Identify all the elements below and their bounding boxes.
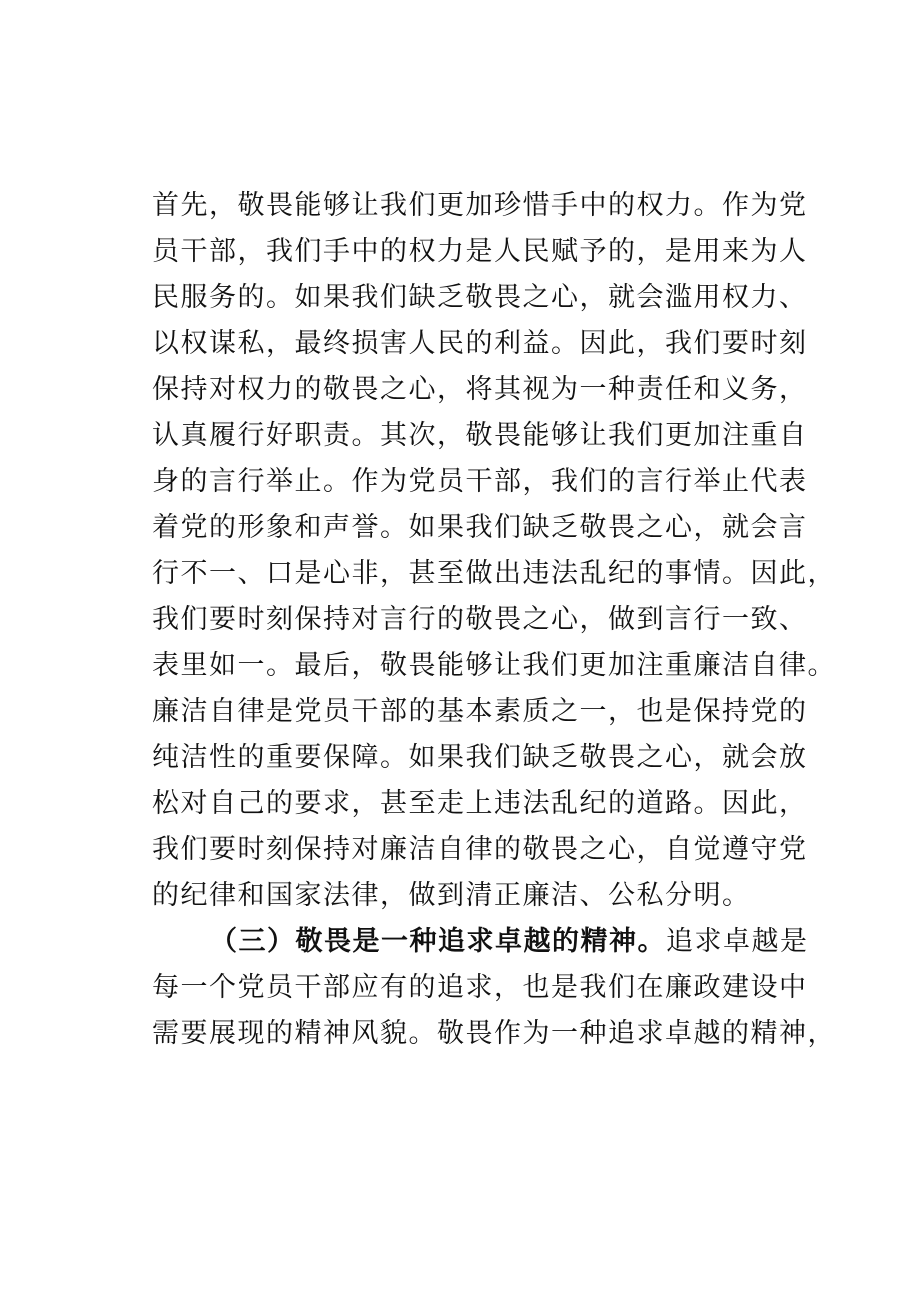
text-line: 员干部，我们手中的权力是人民赋予的，是用来为人 xyxy=(152,236,808,267)
text-line: 我们要时刻保持对言行的敬畏之心，做到言行一致、 xyxy=(152,604,808,635)
text-line: 着党的形象和声誉。如果我们缺乏敬畏之心，就会言 xyxy=(152,512,808,543)
text-line: 我们要时刻保持对廉洁自律的敬畏之心，自觉遵守党 xyxy=(152,834,808,865)
text-line: 以权谋私，最终损害人民的利益。因此，我们要时刻 xyxy=(152,328,808,359)
body-text xyxy=(152,183,836,1057)
text-line: 需要展现的精神风貌。敬畏作为一种追求卓越的精神， xyxy=(152,1018,836,1049)
text-line: 首先，敬畏能够让我们更加珍惜手中的权力。作为党 xyxy=(152,190,808,221)
text-line: 松对自己的要求，甚至走上违法乱纪的道路。因此， xyxy=(152,788,808,819)
text-line: 行不一、口是心非，甚至做出违法乱纪的事情。因此， xyxy=(152,558,836,589)
text-line: 纯洁性的重要保障。如果我们缺乏敬畏之心，就会放 xyxy=(152,742,808,773)
text-line: 的纪律和国家法律，做到清正廉洁、公私分明。 xyxy=(152,880,751,911)
text-line: 身的言行举止。作为党员干部，我们的言行举止代表 xyxy=(152,466,808,497)
section-first-line-text: 追求卓越是 xyxy=(666,926,809,957)
text-line: 民服务的。如果我们缺乏敬畏之心，就会滥用权力、 xyxy=(152,282,808,313)
section-heading: （三）敬畏是一种追求卓越的精神。 xyxy=(210,926,666,957)
text-line: 廉洁自律是党员干部的基本素质之一，也是保持党的 xyxy=(152,696,808,727)
text-line: 认真履行好职责。其次，敬畏能够让我们更加注重自 xyxy=(152,420,808,451)
text-line: 保持对权力的敬畏之心，将其视为一种责任和义务， xyxy=(152,374,808,405)
text-line: 每一个党员干部应有的追求，也是我们在廉政建设中 xyxy=(152,972,808,1003)
section-first-line xyxy=(152,919,809,965)
text-line: 表里如一。最后，敬畏能够让我们更加注重廉洁自律。 xyxy=(152,650,836,681)
